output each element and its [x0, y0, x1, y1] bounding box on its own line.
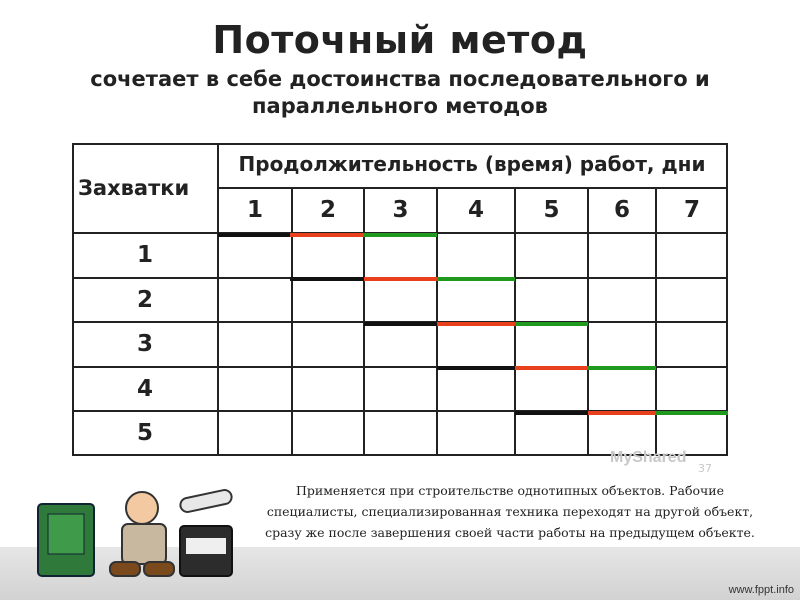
bar-red: [437, 322, 515, 326]
bar-green: [364, 233, 437, 237]
day-number: 5: [543, 197, 560, 223]
workers-clipart: [30, 486, 245, 586]
day-number: 4: [467, 197, 484, 223]
caption-text: Применяется при строительстве однотипных объектов. Рабочие специалисты, специализированная техника переходят на другой объект, сразу же после завершения своей части работы на предыдущем объекте.: [265, 483, 755, 540]
bar-red: [290, 233, 364, 237]
bar-red: [515, 366, 588, 370]
footer-url: www.fppt.info: [728, 584, 794, 596]
watermark-page-number: 37: [698, 462, 712, 475]
zahvatka-number: 1: [136, 242, 153, 268]
slide-subtitle: сочетает в себе достоинства последовательного и параллельного методов: [90, 67, 710, 118]
bar-green: [437, 277, 515, 281]
slide-title: Поточный метод: [212, 18, 588, 62]
day-number: 2: [319, 197, 336, 223]
day-number: 1: [246, 197, 263, 223]
bar-black: [437, 366, 515, 370]
bar-black: [364, 322, 437, 326]
bar-green: [588, 366, 656, 370]
gridline-horizontal: [218, 187, 728, 189]
header-zahvatki: Захватки: [78, 176, 190, 200]
day-number: 7: [683, 197, 700, 223]
day-number: 3: [392, 197, 409, 223]
bar-green: [656, 411, 728, 415]
zahvatka-number: 5: [136, 420, 153, 446]
bar-red: [364, 277, 437, 281]
zahvatka-number: 4: [136, 376, 153, 402]
zahvatka-number: 3: [136, 331, 153, 357]
bar-red: [588, 411, 656, 415]
bar-green: [515, 322, 588, 326]
header-duration: Продолжительность (время) работ, дни: [238, 152, 706, 176]
bar-black: [290, 277, 364, 281]
bar-black: [218, 233, 290, 237]
bar-black: [515, 411, 588, 415]
day-number: 6: [613, 197, 630, 223]
zahvatka-number: 2: [136, 287, 153, 313]
watermark-logo: MyShared: [610, 449, 687, 466]
